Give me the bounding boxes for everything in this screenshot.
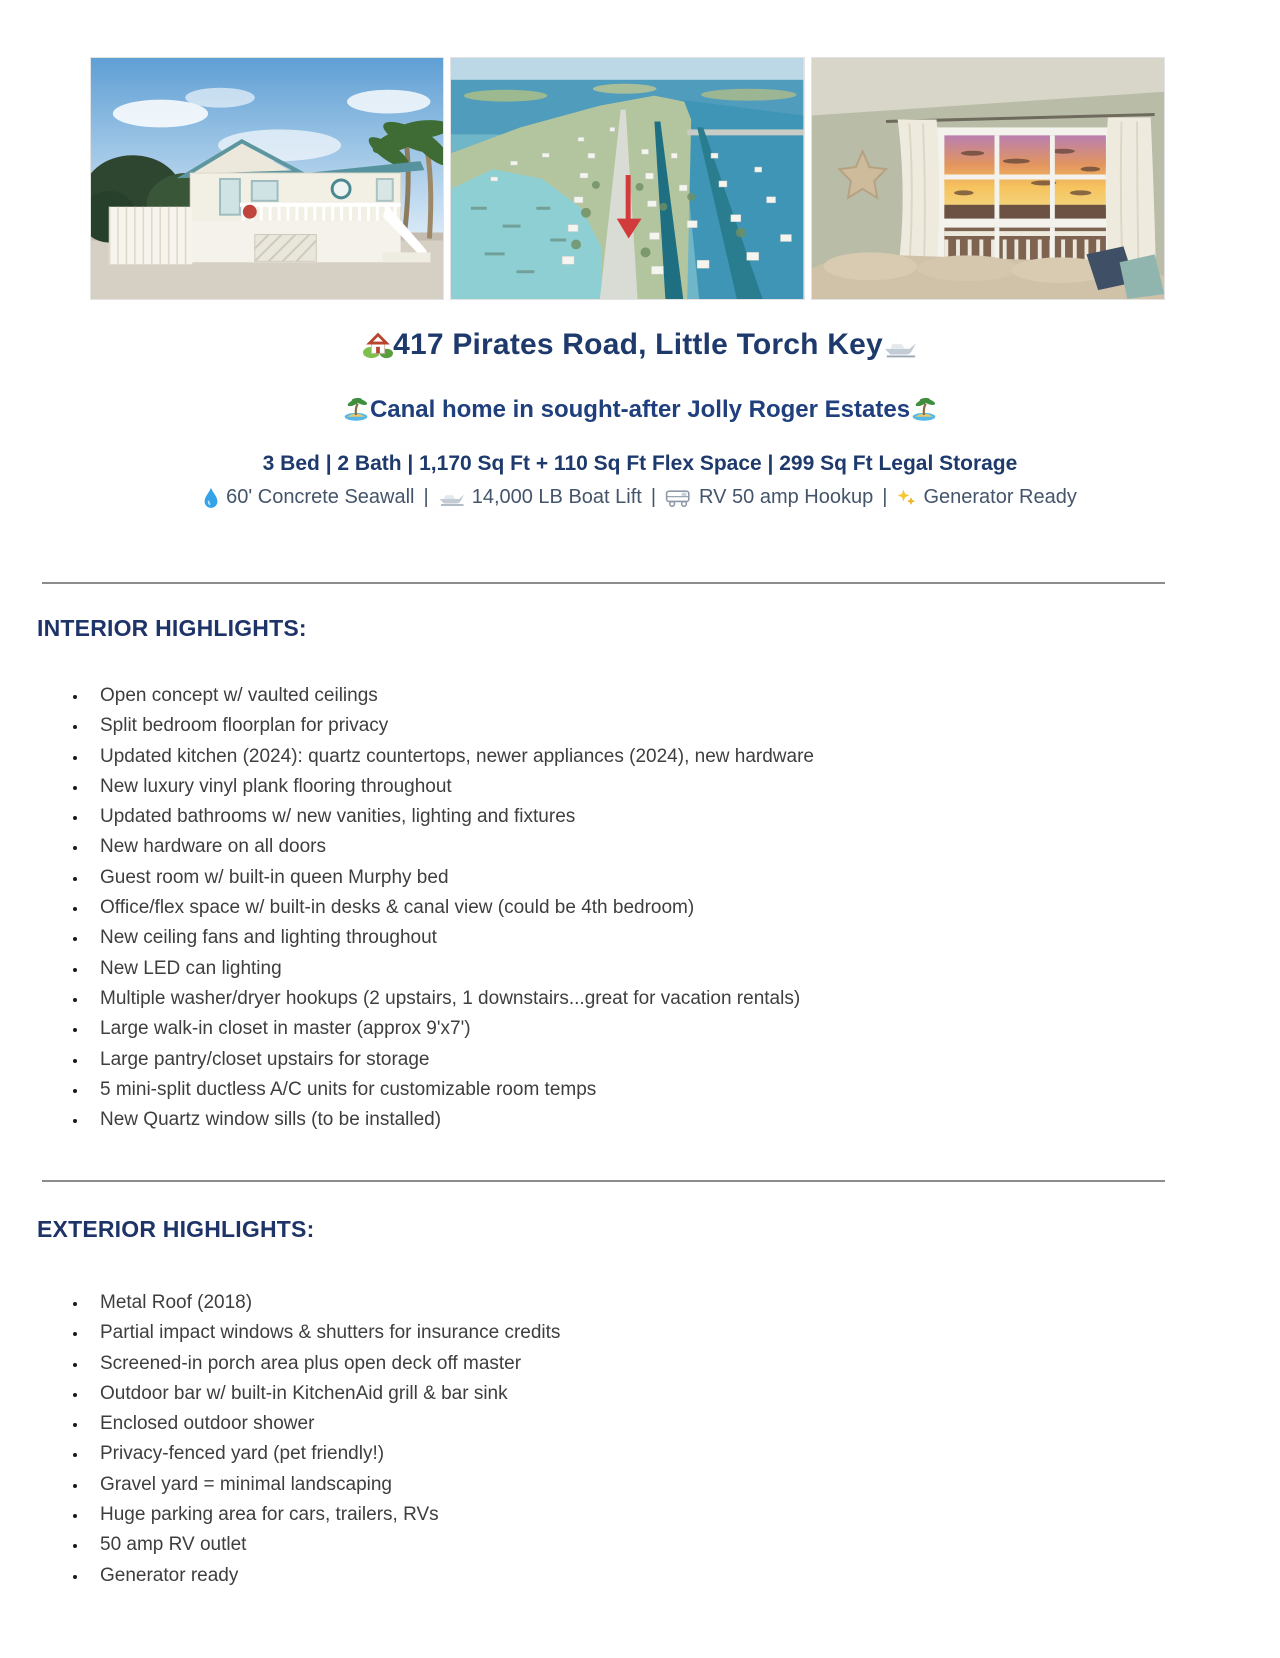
list-item: • Office/flex space w/ built-in desks & canal view (could be 4th bedroom) [88,893,814,923]
list-item: • Guest room w/ built-in queen Murphy bed [88,863,814,893]
list-item: • Open concept w/ vaulted ceilings [88,681,814,711]
droplet-icon [203,486,219,509]
separator: | [882,486,888,508]
feature-text: Generator Ready [923,486,1077,508]
exterior-list [0,1288,560,1591]
house-exterior-illustration [91,58,443,299]
features-line [0,486,1280,509]
rv-icon [665,488,692,507]
aerial-canal-photo [450,57,804,300]
list-item: • 50 amp RV outlet [88,1530,560,1560]
list-item: • Split bedroom floorplan for privacy [88,711,814,741]
feature-text: RV 50 amp Hookup [699,486,874,508]
boat-lift-icon [438,488,465,507]
aerial-canal-illustration [451,58,803,299]
motorboat-icon [883,335,917,359]
living-room-illustration [812,58,1164,299]
list-item: • New LED can lighting [88,954,814,984]
list-item: • Multiple washer/dryer hookups (2 upstairs, 1 downstairs...great for vacation rentals) [88,984,814,1014]
feature-text: 60' Concrete Seawall [226,486,415,508]
list-item: • 5 mini-split ductless A/C units for customizable room temps [88,1075,814,1105]
living-room-sunset-photo [811,57,1165,300]
desert-island-icon [342,394,370,422]
list-item: • Outdoor bar w/ built-in KitchenAid grill & bar sink [88,1379,560,1409]
interior-list [0,681,814,1135]
page-subtitle [0,394,1280,424]
feature-text: 14,000 LB Boat Lift [471,486,642,508]
list-item: • New Quartz window sills (to be installed) [88,1105,814,1135]
photo-strip [90,57,1165,300]
list-item: • Gravel yard = minimal landscaping [88,1470,560,1500]
separator: | [650,486,657,508]
feature-rv-hookup [665,486,873,509]
list-item: • Privacy-fenced yard (pet friendly!) [88,1439,560,1469]
exterior-heading: EXTERIOR HIGHLIGHTS: [37,1216,315,1242]
list-item: • Huge parking area for cars, trailers, RVs [88,1500,560,1530]
subtitle-text: Canal home in sought-after Jolly Roger Estates [369,396,911,423]
section-divider [42,1180,1165,1182]
list-item: • Enclosed outdoor shower [88,1409,560,1439]
feature-generator [896,486,1076,509]
page-title [0,328,1280,362]
title-text: 417 Pirates Road, Little Torch Key [393,328,883,361]
list-item: • New hardware on all doors [88,832,814,862]
desert-island-icon [910,394,938,422]
house-exterior-photo [90,57,444,300]
list-item: • Screened-in porch area plus open deck off master [88,1349,560,1379]
list-item: • Large pantry/closet upstairs for storage [88,1045,814,1075]
list-item: • New luxury vinyl plank flooring throughout [88,772,814,802]
specs-line: 3 Bed | 2 Bath | 1,170 Sq Ft + 110 Sq Ft Flex Space | 299 Sq Ft Legal Storage [262,452,1018,475]
interior-heading: INTERIOR HIGHLIGHTS: [37,615,307,641]
list-item: • Generator ready [88,1561,560,1591]
list-item: • Metal Roof (2018) [88,1288,560,1318]
list-item: • Updated bathrooms w/ new vanities, lighting and fixtures [88,802,814,832]
feature-seawall [203,486,414,509]
feature-boat-lift [438,486,642,509]
list-item: • Updated kitchen (2024): quartz countertops, newer appliances (2024), new hardware [88,742,814,772]
list-item: • Partial impact windows & shutters for insurance credits [88,1318,560,1348]
sparkles-icon [896,488,916,508]
section-divider [42,582,1165,584]
separator: | [423,486,429,508]
house-with-garden-icon [363,329,393,359]
list-item: • Large walk-in closet in master (approx 9'x7') [88,1014,814,1044]
list-item: • New ceiling fans and lighting throughout [88,923,814,953]
